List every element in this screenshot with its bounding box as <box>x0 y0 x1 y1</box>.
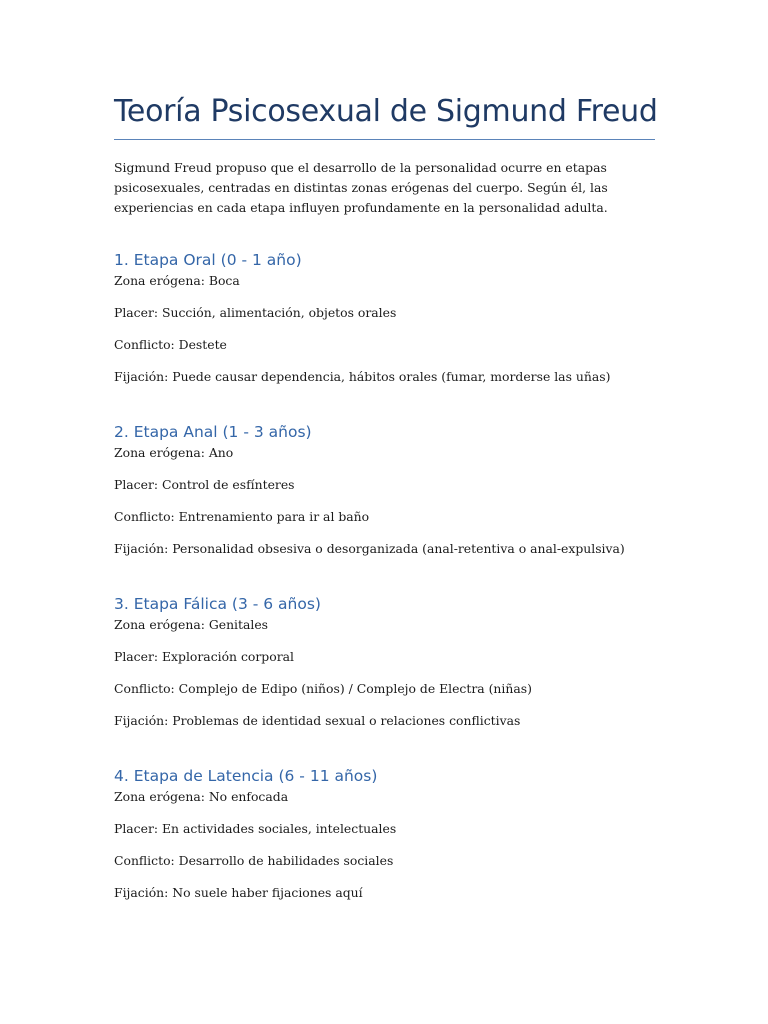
title-underline <box>114 139 655 140</box>
field-fijacion: Fijación: Personalidad obsesiva o desorganizada (anal-retentiva o anal-expulsiva) <box>114 541 625 556</box>
field-placer: Placer: Exploración corporal <box>114 649 294 664</box>
section-oral <box>114 249 655 399</box>
section-heading: 3. Etapa Fálica (3 - 6 años) <box>114 595 321 613</box>
field-zona: Zona erógena: Genitales <box>114 617 269 632</box>
field-conflicto: Conflicto: Entrenamiento para ir al baño <box>114 509 370 524</box>
section-heading: 2. Etapa Anal (1 - 3 años) <box>114 423 312 441</box>
field-zona: Zona erógena: Boca <box>114 273 240 288</box>
field-conflicto: Conflicto: Desarrollo de habilidades sociales <box>114 853 394 868</box>
field-zona: Zona erógena: No enfocada <box>114 789 289 804</box>
field-fijacion: Fijación: No suele haber fijaciones aquí <box>114 885 363 900</box>
field-conflicto: Conflicto: Destete <box>114 337 227 352</box>
field-fijacion: Fijación: Puede causar dependencia, hábitos orales (fumar, morderse las uñas) <box>114 369 611 384</box>
section-heading: 4. Etapa de Latencia (6 - 11 años) <box>114 767 378 785</box>
field-placer: Placer: Control de esfínteres <box>114 477 295 492</box>
section-heading: 1. Etapa Oral (0 - 1 año) <box>114 251 302 269</box>
section-latencia <box>114 765 655 915</box>
field-placer: Placer: Succión, alimentación, objetos orales <box>114 305 397 320</box>
intro-paragraph: Sigmund Freud propuso que el desarrollo de la personalidad ocurre en etapas psicosexuales, centradas en distintas zonas erógenas del cuerpo. Según él, las experiencias en cada etapa influyen profundamente en la personalidad adulta. <box>114 160 608 215</box>
field-conflicto: Conflicto: Complejo de Edipo (niños) / Complejo de Electra (niñas) <box>114 681 532 696</box>
section-falica <box>114 593 655 743</box>
field-fijacion: Fijación: Problemas de identidad sexual o relaciones conflictivas <box>114 713 521 728</box>
field-placer: Placer: En actividades sociales, intelectuales <box>114 821 397 836</box>
field-zona: Zona erógena: Ano <box>114 445 234 460</box>
document-title: Teoría Psicosexual de Sigmund Freud <box>114 94 658 129</box>
section-anal <box>114 421 655 571</box>
